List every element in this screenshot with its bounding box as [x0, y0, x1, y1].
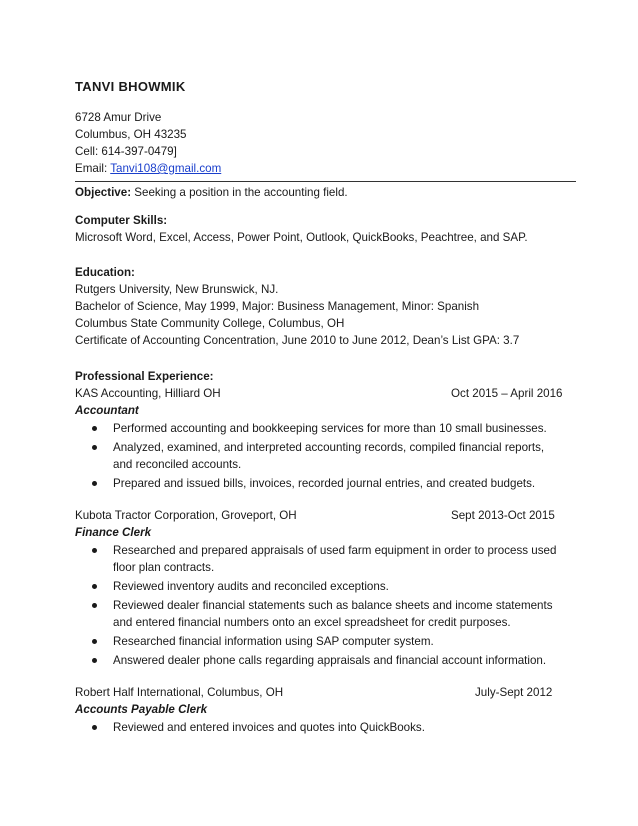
- bullet-icon: [92, 584, 97, 589]
- job-duties: [75, 719, 565, 736]
- job-employer: KAS Accounting, Hilliard OH: [75, 387, 221, 400]
- job-employer: Kubota Tractor Corporation, Groveport, OH: [75, 509, 297, 522]
- job-entry: [75, 684, 565, 736]
- job-header: [75, 385, 565, 402]
- objective-label: Objective:: [75, 186, 132, 199]
- experience-section: [75, 368, 565, 736]
- email-line: [75, 160, 565, 177]
- duty-item: Researched and prepared appraisals of used farm equipment in order to process used floor plan contracts.: [75, 542, 565, 576]
- education-section: [75, 264, 565, 349]
- bullet-icon: [92, 481, 97, 486]
- horizontal-divider: [75, 181, 576, 182]
- bullet-icon: [92, 426, 97, 431]
- cell-phone: Cell: 614-397-0479]: [75, 145, 177, 158]
- experience-heading: Professional Experience:: [75, 370, 214, 383]
- email-label: Email:: [75, 162, 111, 175]
- bullet-icon: [92, 603, 97, 608]
- computer-skills-heading: Computer Skills:: [75, 214, 168, 227]
- duty-item: Analyzed, examined, and interpreted accounting records, compiled financial reports, and reconciled accounts.: [75, 439, 565, 473]
- computer-skills-section: [75, 212, 565, 246]
- job-header: [75, 507, 565, 524]
- duty-item: Prepared and issued bills, invoices, recorded journal entries, and created budgets.: [75, 475, 565, 492]
- duty-item: Performed accounting and bookkeeping services for more than 10 small businesses.: [75, 420, 565, 437]
- bullet-icon: [92, 658, 97, 663]
- objective-text: Seeking a position in the accounting field.: [131, 186, 348, 199]
- address-line-1: 6728 Amur Drive: [75, 111, 162, 124]
- applicant-name: TANVI BHOWMIK: [75, 79, 186, 94]
- job-entry: [75, 507, 565, 669]
- education-line: Certificate of Accounting Concentration, June 2010 to June 2012, Dean’s List GPA: 3.7: [75, 334, 520, 347]
- address-line-2: Columbus, OH 43235: [75, 128, 187, 141]
- education-line: Columbus State Community College, Columbus, OH: [75, 317, 345, 330]
- job-employer: Robert Half International, Columbus, OH: [75, 686, 284, 699]
- bullet-icon: [92, 548, 97, 553]
- contact-block: [75, 109, 565, 177]
- education-line: Bachelor of Science, May 1999, Major: Business Management, Minor: Spanish: [75, 300, 480, 313]
- bullet-icon: [92, 445, 97, 450]
- job-title: Accounts Payable Clerk: [75, 703, 208, 716]
- job-dates: July-Sept 2012: [475, 686, 553, 699]
- resume-page: [75, 78, 565, 738]
- job-dates: Sept 2013-Oct 2015: [451, 509, 555, 522]
- education-heading: Education:: [75, 266, 135, 279]
- job-title: Accountant: [75, 404, 139, 417]
- objective-line: [75, 184, 565, 201]
- job-duties: [75, 542, 565, 669]
- duty-item: Researched financial information using SAP computer system.: [75, 633, 565, 650]
- email-link[interactable]: Tanvi108@gmail.com: [110, 162, 222, 175]
- education-line: Rutgers University, New Brunswick, NJ.: [75, 283, 279, 296]
- duty-item: Reviewed and entered invoices and quotes into QuickBooks.: [75, 719, 565, 736]
- job-header: [75, 684, 565, 701]
- job-dates: Oct 2015 – April 2016: [451, 387, 563, 400]
- duty-item: Reviewed dealer financial statements such as balance sheets and income statements and entered financial numbers onto an excel spreadsheet for credit purposes.: [75, 597, 565, 631]
- job-duties: [75, 420, 565, 492]
- job-title: Finance Clerk: [75, 526, 152, 539]
- computer-skills-text: Microsoft Word, Excel, Access, Power Point, Outlook, QuickBooks, Peachtree, and SAP.: [75, 231, 528, 244]
- job-entry: [75, 385, 565, 492]
- bullet-icon: [92, 725, 97, 730]
- bullet-icon: [92, 639, 97, 644]
- duty-item: Reviewed inventory audits and reconciled exceptions.: [75, 578, 565, 595]
- duty-item: Answered dealer phone calls regarding appraisals and financial account information.: [75, 652, 565, 669]
